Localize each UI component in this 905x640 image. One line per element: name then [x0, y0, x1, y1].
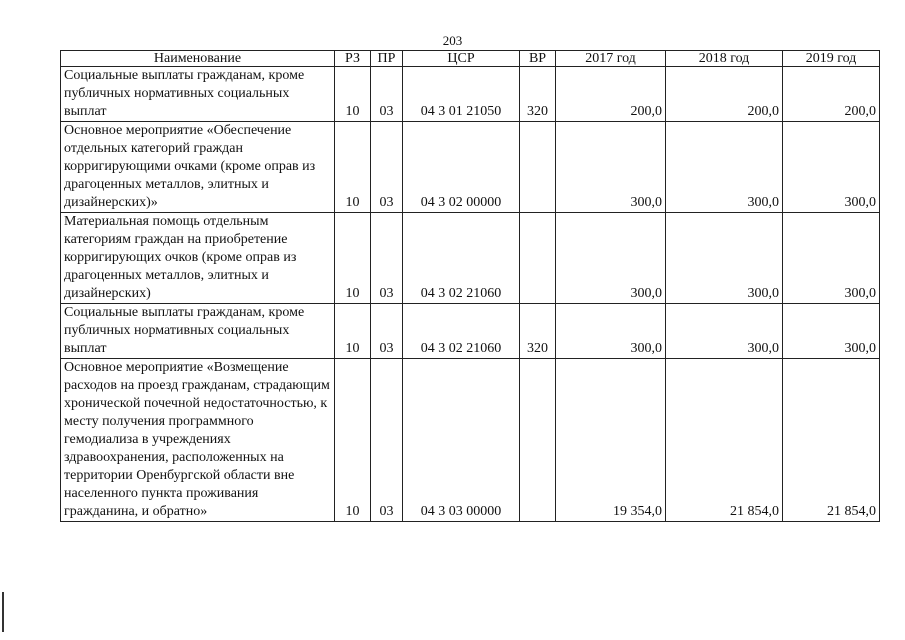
row-pr: 03: [371, 359, 403, 522]
header-2019: 2019 год: [783, 51, 880, 67]
table-row: [61, 359, 880, 522]
row-2019: 300,0: [783, 304, 880, 359]
row-name: Социальные выплаты гражданам, кроме публичных нормативных социальных выплат: [61, 304, 335, 359]
row-csr: 04 3 02 21060: [403, 304, 520, 359]
row-2019: 300,0: [783, 213, 880, 304]
row-vr: 320: [520, 67, 556, 122]
row-pr: 03: [371, 67, 403, 122]
row-csr: 04 3 02 00000: [403, 122, 520, 213]
budget-table: [60, 50, 880, 522]
row-vr: [520, 122, 556, 213]
row-csr: 04 3 01 21050: [403, 67, 520, 122]
row-2018: 300,0: [666, 213, 783, 304]
header-pr: ПР: [371, 51, 403, 67]
header-2018: 2018 год: [666, 51, 783, 67]
header-vr: ВР: [520, 51, 556, 67]
row-name: Основное мероприятие «Возмещение расходов на проезд гражданам, страдающим хронической почечной недостаточностью, к месту получения программного гемодиализа в учреждениях здравоохранения, расположенных на территории Оренбургской области вне населенного пункта проживания гражданина, и обратно»: [61, 359, 335, 522]
row-name: Основное мероприятие «Обеспечение отдельных категорий граждан корригирующими очками (кроме оправ из драгоценных металлов, элитных и дизайнерских)»: [61, 122, 335, 213]
row-2018: 300,0: [666, 122, 783, 213]
row-rz: 10: [335, 122, 371, 213]
row-2017: 300,0: [556, 304, 666, 359]
table-row: [61, 122, 880, 213]
row-rz: 10: [335, 304, 371, 359]
row-2017: 19 354,0: [556, 359, 666, 522]
row-csr: 04 3 03 00000: [403, 359, 520, 522]
row-rz: 10: [335, 213, 371, 304]
header-rz: РЗ: [335, 51, 371, 67]
row-name: Материальная помощь отдельным категориям граждан на приобретение корригирующих очков (кроме оправ из драгоценных металлов, элитных и дизайнерских): [61, 213, 335, 304]
row-csr: 04 3 02 21060: [403, 213, 520, 304]
scan-edge-mark: [2, 592, 4, 632]
header-csr: ЦСР: [403, 51, 520, 67]
row-2017: 300,0: [556, 122, 666, 213]
row-rz: 10: [335, 359, 371, 522]
row-2019: 300,0: [783, 122, 880, 213]
table-row: [61, 213, 880, 304]
table-row: [61, 304, 880, 359]
row-name: Социальные выплаты гражданам, кроме публичных нормативных социальных выплат: [61, 67, 335, 122]
row-vr: [520, 359, 556, 522]
row-2019: 200,0: [783, 67, 880, 122]
row-2017: 200,0: [556, 67, 666, 122]
row-2019: 21 854,0: [783, 359, 880, 522]
header-2017: 2017 год: [556, 51, 666, 67]
row-2018: 300,0: [666, 304, 783, 359]
row-pr: 03: [371, 213, 403, 304]
row-2018: 21 854,0: [666, 359, 783, 522]
header-name: Наименование: [61, 51, 335, 67]
row-pr: 03: [371, 304, 403, 359]
row-2018: 200,0: [666, 67, 783, 122]
row-rz: 10: [335, 67, 371, 122]
row-vr: 320: [520, 304, 556, 359]
table-row: [61, 67, 880, 122]
row-pr: 03: [371, 122, 403, 213]
table-header-row: [61, 51, 880, 67]
row-vr: [520, 213, 556, 304]
page-number: 203: [442, 33, 463, 48]
row-2017: 300,0: [556, 213, 666, 304]
